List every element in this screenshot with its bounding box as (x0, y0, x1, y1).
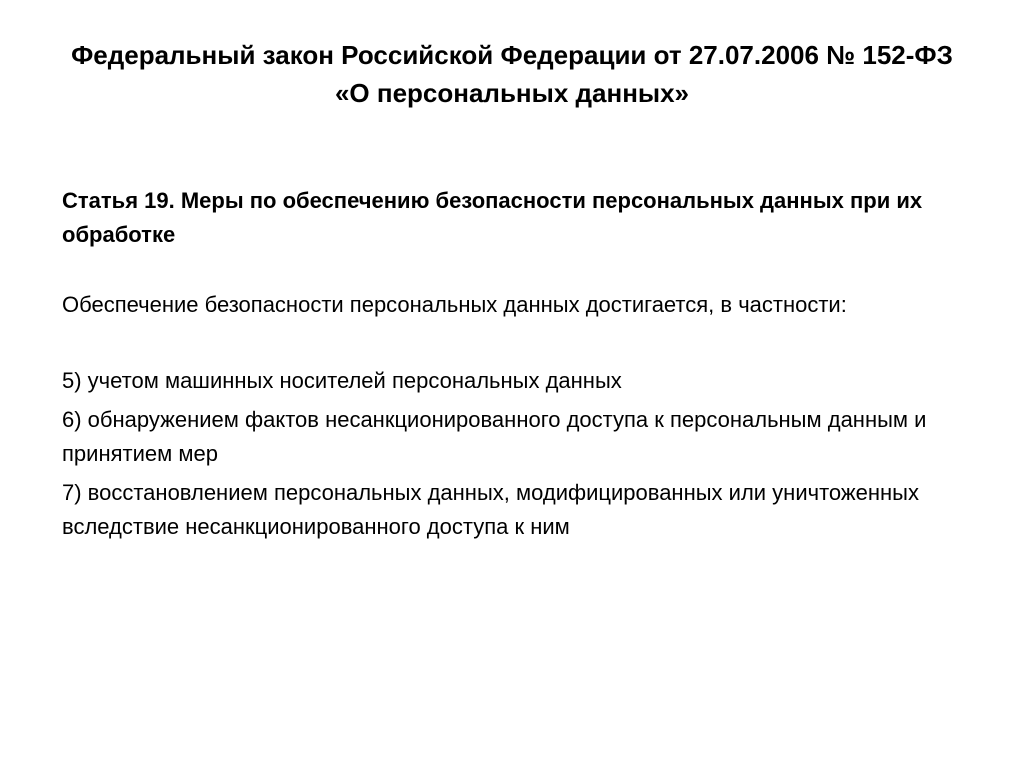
list-item: 7) восстановлением персональных данных, модифицированных или уничтоженных вследствие несанкционированного доступа к ним (62, 480, 919, 539)
article-heading: Статья 19. Меры по обеспечению безопасности персональных данных при их обработке (62, 188, 923, 247)
slide-body (62, 184, 992, 549)
list-item: 5) учетом машинных носителей персональных данных (62, 368, 622, 393)
list-item: 6) обнаружением фактов несанкционированного доступа к персональным данным и принятием мер (62, 407, 927, 466)
measures-list (62, 364, 992, 544)
intro-text: Обеспечение безопасности персональных данных достигается, в частности: (62, 292, 847, 317)
slide-title: Федеральный закон Российской Федерации от 27.07.2006 № 152-ФЗ «О персональных данных» (71, 40, 953, 108)
